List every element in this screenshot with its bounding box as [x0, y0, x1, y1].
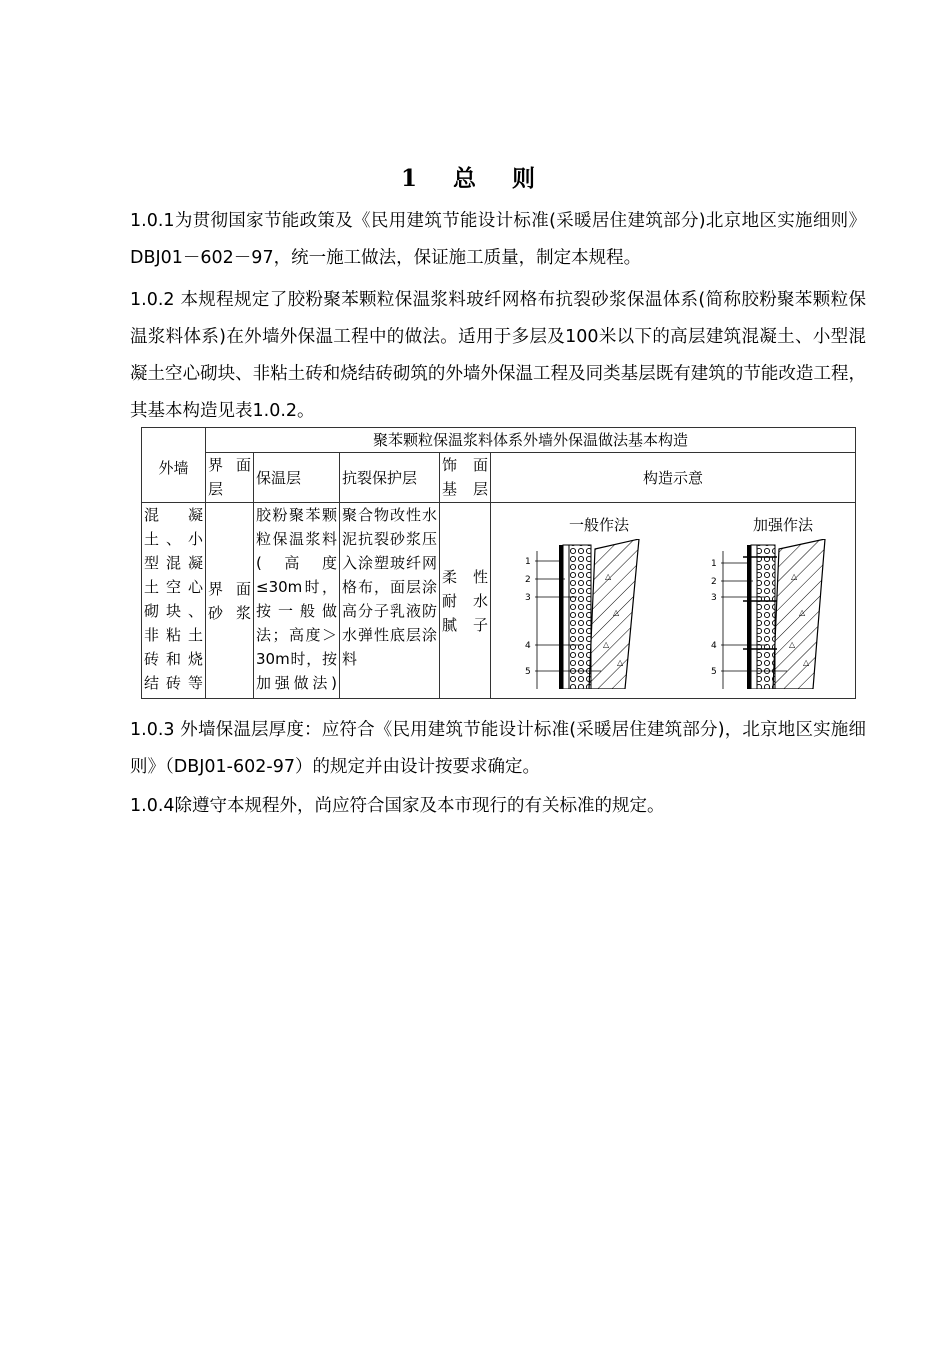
cell-interface: 界 面砂浆 [206, 503, 254, 699]
header-crack: 抗裂保护层 [340, 453, 440, 503]
header-interface: 界 面层 [206, 453, 254, 503]
clause-1-0-4: 1.0.4除遵守本规程外，尚应符合国家及本市现行的有关标准的规定。 [130, 796, 665, 816]
svg-text:△: △ [799, 608, 806, 617]
clause-1-0-3: 1.0.3 外墙保温层厚度：应符合《民用建筑节能设计标准(采暖居住建筑部分)，北京地区实施细则》（DBJ01-602-97）的规定并由设计按要求确定。 [130, 720, 866, 777]
cell-crack: 聚合物改性水泥抗裂砂浆压入涂塑玻纤网格布，面层涂高分子乳液防水弹性底层涂料 [340, 503, 440, 699]
clause-1-0-2: 1.0.2 本规程规定了胶粉聚苯颗粒保温浆料玻纤网格布抗裂砂浆保温体系(简称胶粉聚苯颗粒保温浆料体系)在外墙外保温工程中的做法。适用于多层及100米以下的高层建筑混凝土、小型混凝土空心砌块、非粘土砖和烧结砖砌筑的外墙外保温工程及同类基层既有建筑的节能改造工程，其基本构造见表1.0.2。 [130, 290, 866, 421]
diagram-number: 5 [525, 667, 531, 677]
strengthened-method-diagram [707, 539, 827, 689]
cell-wall: 混 凝土、小型混凝土空心砌块、非粘土砖和烧结砖等 [142, 503, 206, 699]
table-caption: 聚苯颗粒保温浆料体系外墙外保温做法基本构造 [206, 428, 856, 453]
svg-text:△: △ [791, 572, 798, 581]
diagram-number: 4 [711, 641, 717, 651]
svg-text:△: △ [617, 658, 624, 667]
diagram-number: 3 [525, 593, 531, 603]
diagram-number: 3 [711, 593, 717, 603]
svg-text:△: △ [605, 572, 612, 581]
label-general-method: 一般作法 [569, 516, 630, 534]
svg-text:△: △ [789, 640, 796, 649]
header-finish: 饰 面基层 [440, 453, 491, 503]
cell-insulation: 胶粉聚苯颗粒保温浆料(高度≤30m时，按一般做法；高度＞30m时，按加强做法) [254, 503, 340, 699]
clause-1-0-1: 1.0.1为贯彻国家节能政策及《民用建筑节能设计标准(采暖居住建筑部分)北京地区实施细则》DBJ01－602－97，统一施工做法，保证施工质量，制定本规程。 [130, 211, 866, 268]
diagram-number: 2 [525, 575, 531, 585]
svg-text:△: △ [803, 658, 810, 667]
general-method-diagram [521, 539, 641, 689]
diagram-number: 4 [525, 641, 531, 651]
diagram-number: 5 [711, 667, 717, 677]
header-wall: 外墙 [142, 428, 206, 503]
header-diagram: 构造示意 [491, 453, 856, 503]
cell-finish: 柔 性耐 水腻子 [440, 503, 491, 699]
section-title: 1 总 则 [400, 165, 550, 192]
svg-text:△: △ [603, 640, 610, 649]
cell-diagram [491, 503, 856, 699]
diagram-number: 2 [711, 577, 717, 587]
diagram-number: 1 [711, 559, 717, 569]
label-strengthened-method: 加强作法 [753, 516, 814, 534]
diagram-number: 1 [525, 557, 531, 567]
header-insulation: 保温层 [254, 453, 340, 503]
svg-text:△: △ [613, 608, 620, 617]
construction-table [141, 427, 856, 699]
